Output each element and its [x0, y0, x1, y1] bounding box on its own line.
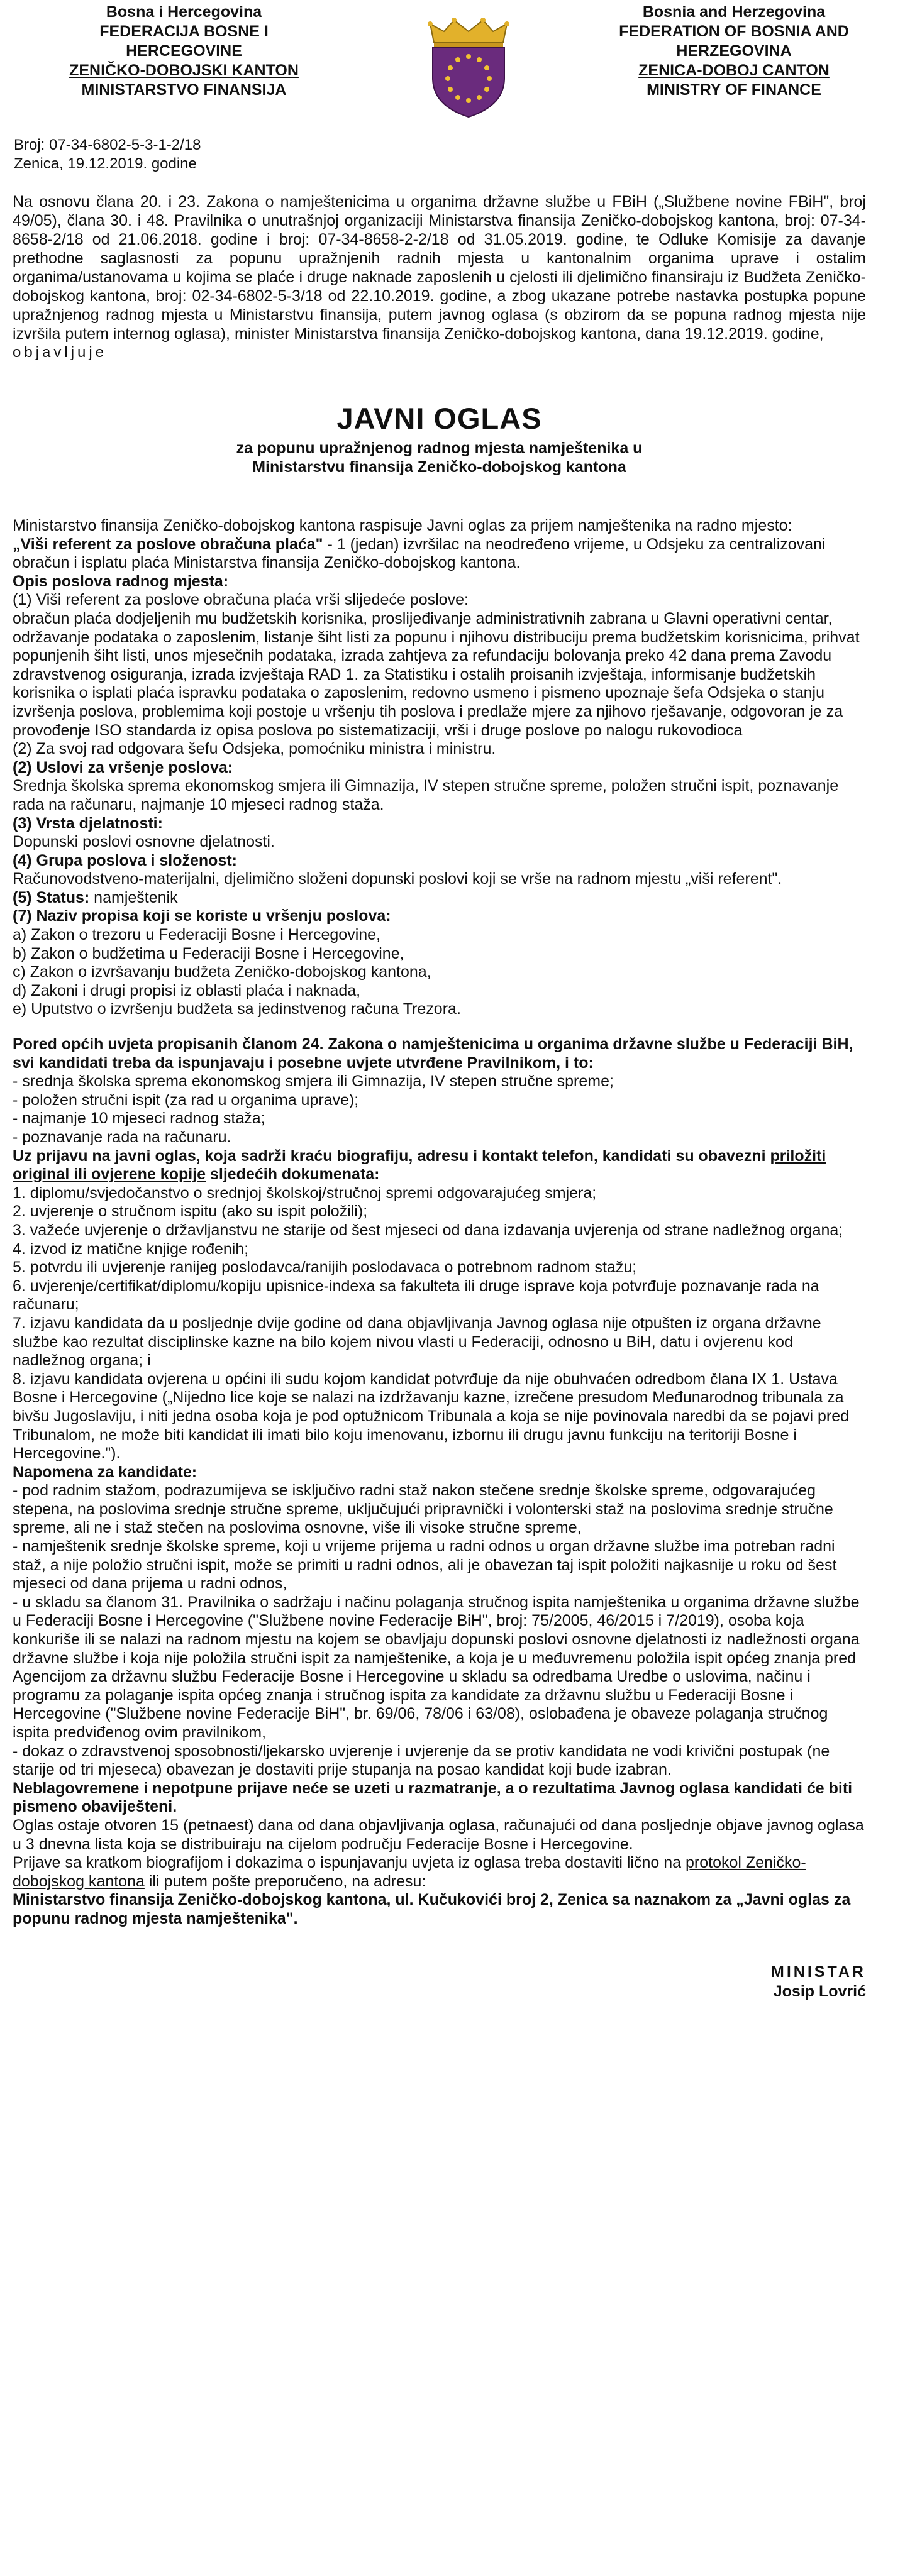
document-6: 6. uvjerenje/certifikat/diplomu/kopiju upisnice-indexa sa fakulteta ili druge isprave koja potvrđuje poznavanje rada na računaru;	[13, 1277, 819, 1314]
document-5: 5. potvrdu ili uvjerenje ranijeg poslodavca/ranijih poslodavaca o potrebnom radnom stažu;	[13, 1258, 637, 1277]
opening-paragraph: Ministarstvo finansija Zeničko-dobojskog kantona raspisuje Javni oglas za prijem namještenika na radno mjesto:	[13, 517, 792, 534]
letterhead	[13, 0, 866, 114]
conditions-heading: (2) Uslovi za vršenje poslova:	[13, 758, 233, 776]
open-duration-text: Oglas ostaje otvoren 15 (petnaest) dana od dana objavljivanja oglasa, računajući od dana posljednje objave javnog oglasa u 3 dnevna lista koja se distribuiraju na cijelom području Federacije Bosne i Hercegovine.	[13, 1816, 864, 1853]
duties-heading: Opis poslova radnog mjesta:	[13, 572, 229, 590]
activity-type-text: Dopunski poslovi osnovne djelatnosti.	[13, 833, 275, 851]
job-group-text: Računovodstveno-materijalni, djelimično složeni dopunski poslovi koji se vrše na radnom mjestu „viši referent".	[13, 870, 782, 888]
document-2: 2. uvjerenje o stručnom ispitu (ako su ispit položili);	[13, 1203, 368, 1221]
objavljuje-word: objavljuje	[13, 344, 108, 361]
documents-heading-underlined: priložiti original ili ovjerene kopije	[13, 1147, 826, 1184]
federation-name-en-2: HERZEGOVINA	[676, 42, 792, 60]
candidate-note-4: - dokaz o zdravstvenoj sposobnosti/ljekarsko uvjerenje i uvjerenje da se protiv kandidata ne vodi krivični postupak (ne starije od tri mjeseca) obavezan je dostaviti prije stupanja na posao kandidat koji bude izabran.	[13, 1742, 830, 1779]
late-applications-notice: Neblagovremene i nepotpune prijave neće se uzeti u razmatranje, a o rezultatima Javnog oglasa kandidati će biti pismeno obaviješteni.	[13, 1779, 853, 1816]
country-name-bs: Bosna i Hercegovina	[106, 3, 262, 21]
candidate-note-2: - namještenik srednje školske spreme, koji u vrijeme prijema u radni odnos u organ državne službe ima potreban radni staž, a nije položio stručni ispit, može se primiti u radni odnos, ali je obavezan taj ispit položiti najkasnije u roku od šest mjeseci od dana prijema u radni odnos,	[13, 1538, 837, 1593]
reference-block	[14, 136, 866, 173]
status-line	[13, 889, 866, 908]
legal-basis-text: Na osnovu člana 20. i 23. Zakona o namještenicima u organima državne službe u FBiH („Službene novine FBiH", broj 49/05), člana 30. i 48. Pravilnika o unutrašnjoj organizaciji Ministarstva finansija Zeničko-dobojskog kantona, broj: 07-34-8658-2/18 od 21.06.2018. godine i broj: 07-34-8658-2-2/18 od 31.05.2019. godine, te Odluke Komisije za davanje prethodne saglasnosti za popunu upražnjenih radnih mjesta u kantonalnim organima uprave i ostalim organima/ustanovama u kojima se plaće i druge naknade zaposlenih u cjelosti ili djelimično finansiraju iz Budžeta Zeničko-dobojskog kantona, broj: 02-34-6802-5-3/18 od 22.10.2019. godine, a zbog ukazane potrebe nastavka postupka popune upražnjenog radnog mjesta u Ministarstvu finansija, putem javnog oglasa (s obzirom da se popuna radnog mjesta nije izvršila putem internog oglasa), minister Ministarstva finansija Zeničko-dobojskog kantona, dana 19.12.2019. godine,	[13, 193, 866, 343]
regulation-c: c) Zakon o izvršavanju budžeta Zeničko-dobojskog kantona,	[13, 963, 431, 981]
regulation-b: b) Zakon o budžetima u Federaciji Bosne i Hercegovine,	[13, 944, 404, 962]
candidate-notes-heading: Napomena za kandidate:	[13, 1463, 197, 1481]
signature-role: MINISTAR	[771, 1962, 866, 1981]
candidate-note-3: - u skladu sa članom 31. Pravilnika o sadržaju i načinu polaganja stručnog ispita namještenika u organima državne službe u Federaciji Bosne i Hercegovine ("Službene novine Federacije BiH", broj: 75/2005, 46/2015 i 7/2019), osoba koja konkuriše ili se nalazi na radnom mjestu na kojem se obavljaju dopunski poslovi osnovne djelatnosti iz nadležnosti organa državne službe i koja nije položila stručni ispit za namještenike, a koja je u međuvremenu položila ispit općeg znanja pred Agencijom za državnu službu Federacije Bosne i Hercegovine u skladu sa odredbama Uredbe o uslovima, načinu i programu za polaganje ispita općeg znanja i stručnog ispita za kandidate za državnu službu u Federaciji Bosne i Hercegovine ("Službene novine Federacije BiH", br. 69/06, 78/06 i 63/08), oslobađena je obaveze polaganja stručnog ispita predviđenog ovim pravilnikom,	[13, 1593, 860, 1741]
federation-name-en-1: FEDERATION OF BOSNIA AND	[619, 23, 849, 40]
country-name-en: Bosnia and Herzegovina	[642, 3, 826, 21]
legal-basis-paragraph	[13, 192, 866, 362]
job-title: „Viši referent za poslove obračuna plaća"	[13, 535, 323, 553]
federation-name-bs-2: HERCEGOVINE	[126, 42, 242, 60]
job-details: - 1 (jedan) izvršilac na neodređeno vrijeme, u Odsjeku za centralizovani obračun i isplatu plaća Ministarstva finansija Zeničko-dobojskog kantona.	[13, 535, 826, 572]
document-8: 8. izjavu kandidata ovjerena u općini ili sudu kojom kandidat potvrđuje da nije obuhvaćen odredbom člana IX 1. Ustava Bosne i Hercegovine („Nijedno lice koje se nalazi na izdržavanju kazne, izrečene presudom Međunarodnog tribunala za bivšu Jugoslaviju, i niti jedna osoba koja je pod optužnicom Tribunala a koja se nije povinovala naredbi da se pojavi pred Tribunalom, ne može biti kandidat ili imati bilo koju imenovanu, izbornu ili drugu javnu funkciju na teritoriji Bosne i Hercegovine.").	[13, 1370, 850, 1463]
regulations-heading: (7) Naziv propisa koji se koriste u vršenju poslova:	[13, 907, 391, 925]
spacer	[13, 1019, 866, 1035]
submission-part-a: Prijave sa kratkom biografijom i dokazima o ispunjavanju uvjeta iz oglasa treba dostaviti lično na	[13, 1854, 686, 1872]
letterhead-left	[44, 3, 324, 100]
coat-of-arms-icon	[426, 18, 511, 118]
letterhead-right	[602, 3, 866, 100]
general-condition-4: - poznavanje rada na računaru.	[13, 1128, 231, 1146]
submission-underlined: protokol Zeničko-dobojskog kantona	[13, 1854, 806, 1890]
duties-point-2: (2) Za svoj rad odgovara šefu Odsjeka, pomoćniku ministra i ministru.	[13, 740, 496, 758]
title-block	[13, 401, 866, 476]
signature-name: Josip Lovrić	[773, 1982, 866, 2000]
notice-title: JAVNI OGLAS	[336, 402, 542, 435]
documents-heading-part-a: Uz prijavu na javni oglas, koja sadrži kraću biografiju, adresu i kontakt telefon, kandidati su obavezni	[13, 1147, 770, 1165]
reference-date: Zenica, 19.12.2019. godine	[14, 155, 197, 172]
status-value: namještenik	[89, 888, 178, 906]
submission-part-b: ili putem pošte preporučeno, na adresu:	[144, 1872, 426, 1890]
ministry-name-bs: MINISTARSTVO FINANSIJA	[81, 81, 287, 99]
federation-name-bs-1: FEDERACIJA BOSNE I	[99, 23, 269, 40]
signature-block	[13, 1962, 866, 2001]
notice-subtitle: za popunu upražnjenog radnog mjesta namještenika u Ministarstvu finansija Zeničko-dobojskog kantona	[236, 439, 643, 476]
candidate-note-1: - pod radnim stažom, podrazumijeva se isključivo radni staž nakon stečene srednje školske spreme, odgovarajućeg stepena, na poslovima srednje stručne spreme, uključujući pripravnički i volonterski staž na poslovima srednje stručne spreme, ali ne i staž stečen na poslovima osnovne, više ili visoke stručne spreme,	[13, 1482, 833, 1537]
conditions-text: Srednja školska sprema ekonomskog smjera ili Gimnazija, IV stepen stručne spreme, položen stručni ispit, poznavanje rada na računaru, najmanje 10 mjeseci radnog staža.	[13, 777, 839, 813]
regulation-e: e) Uputstvo o izvršenju budžeta sa jedinstvenog računa Trezora.	[13, 1000, 461, 1018]
general-conditions-heading: Pored općih uvjeta propisanih članom 24. Zakona o namještenicima u organima državne službe u Federaciji BiH, svi kandidati treba da ispunjavaju i posebne uvjete utvrđene Pravilnikom, i to:	[13, 1035, 853, 1072]
activity-type-heading: (3) Vrsta djelatnosti:	[13, 814, 163, 832]
job-group-heading: (4) Grupa poslova i složenost:	[13, 851, 237, 869]
document-3: 3. važeće uvjerenje o državljanstvu ne starije od šest mjeseci od dana izdavanja uvjerenja od strane nadležnog organa;	[13, 1221, 843, 1239]
ministry-name-en: MINISTRY OF FINANCE	[647, 81, 821, 99]
canton-name-en: ZENICA-DOBOJ CANTON	[638, 62, 830, 79]
document-4: 4. izvod iz matične knjige rođenih;	[13, 1240, 249, 1258]
general-condition-1: - srednja školska sprema ekonomskog smjera ili Gimnazija, IV stepen stručne spreme;	[13, 1072, 614, 1091]
reference-number: Broj: 07-34-6802-5-3-1-2/18	[14, 136, 201, 153]
general-condition-2: - položen stručni ispit (za rad u organima uprave);	[13, 1091, 359, 1109]
job-position-paragraph	[13, 536, 866, 573]
duties-text: obračun plaća dodjeljenih mu budžetskih korisnika, proslijeđivanje administrativnih zabrana u Glavni operativni centar, održavanje podataka o zaposlenim, listanje šiht listi za popunu i njihovu distribuciju prema budžetskim korisnicima, prihvat popunjenih šiht listi, unos mjesečnih podataka, izrada zahtjeva za refundaciju bolovanja preko 42 dana prema Zavodu zdravstvenog osiguranja, izrada izvještaja RAD 1. za Statistiku i ostalih proisanih izvještaja, informisanje budžetskih korisnika o isplati plaća ispravku podataka o zaposlenim, redovno usmeno i pismeno upoznaje šefa Odsjeka o stanju izvršenja poslova, problemima koji postoje u vršenju tih poslova i predlaže mjere za njihovo rješavanje, odgovoran je za provođenje ISO standarda iz opisa poslova po sistematizaciji, vrši i druge poslove po nalogu rukovodioca	[13, 609, 860, 739]
notice-body	[13, 517, 866, 1929]
document-7: 7. izjavu kandidata da u posljednje dvije godine od dana objavljivanja Javnog oglasa nije otpušten iz organa državne službe kao rezultat disciplinske kazne na bilo kojem nivou vlasti u Federaciji, odnosno u BiH, datu i ovjerenu kod nadležnog organa; i	[13, 1314, 821, 1370]
regulation-d: d) Zakoni i drugi propisi iz oblasti plaća i naknada,	[13, 981, 361, 999]
documents-heading-part-b: sljedećih dokumenata:	[206, 1165, 380, 1184]
submission-instructions	[13, 1854, 866, 1891]
regulation-a: a) Zakon o trezoru u Federaciji Bosne i Hercegovine,	[13, 926, 381, 944]
document-1: 1. diplomu/svjedočanstvo o srednjoj školskoj/stručnoj spremi odgovarajućeg smjera;	[13, 1184, 597, 1202]
duties-point-1: (1) Viši referent za poslove obračuna plaća vrši slijedeće poslove:	[13, 591, 469, 609]
status-heading: (5) Status:	[13, 888, 90, 906]
documents-heading	[13, 1147, 866, 1184]
canton-name-bs: ZENIČKO-DOBOJSKI KANTON	[69, 62, 299, 79]
submission-address: Ministarstvo finansija Zeničko-dobojskog kantona, ul. Kučukovići broj 2, Zenica sa naznakom za „Javni oglas za popunu radnog mjesta namještenika".	[13, 1891, 851, 1927]
general-condition-3: - najmanje 10 mjeseci radnog staža;	[13, 1109, 265, 1128]
